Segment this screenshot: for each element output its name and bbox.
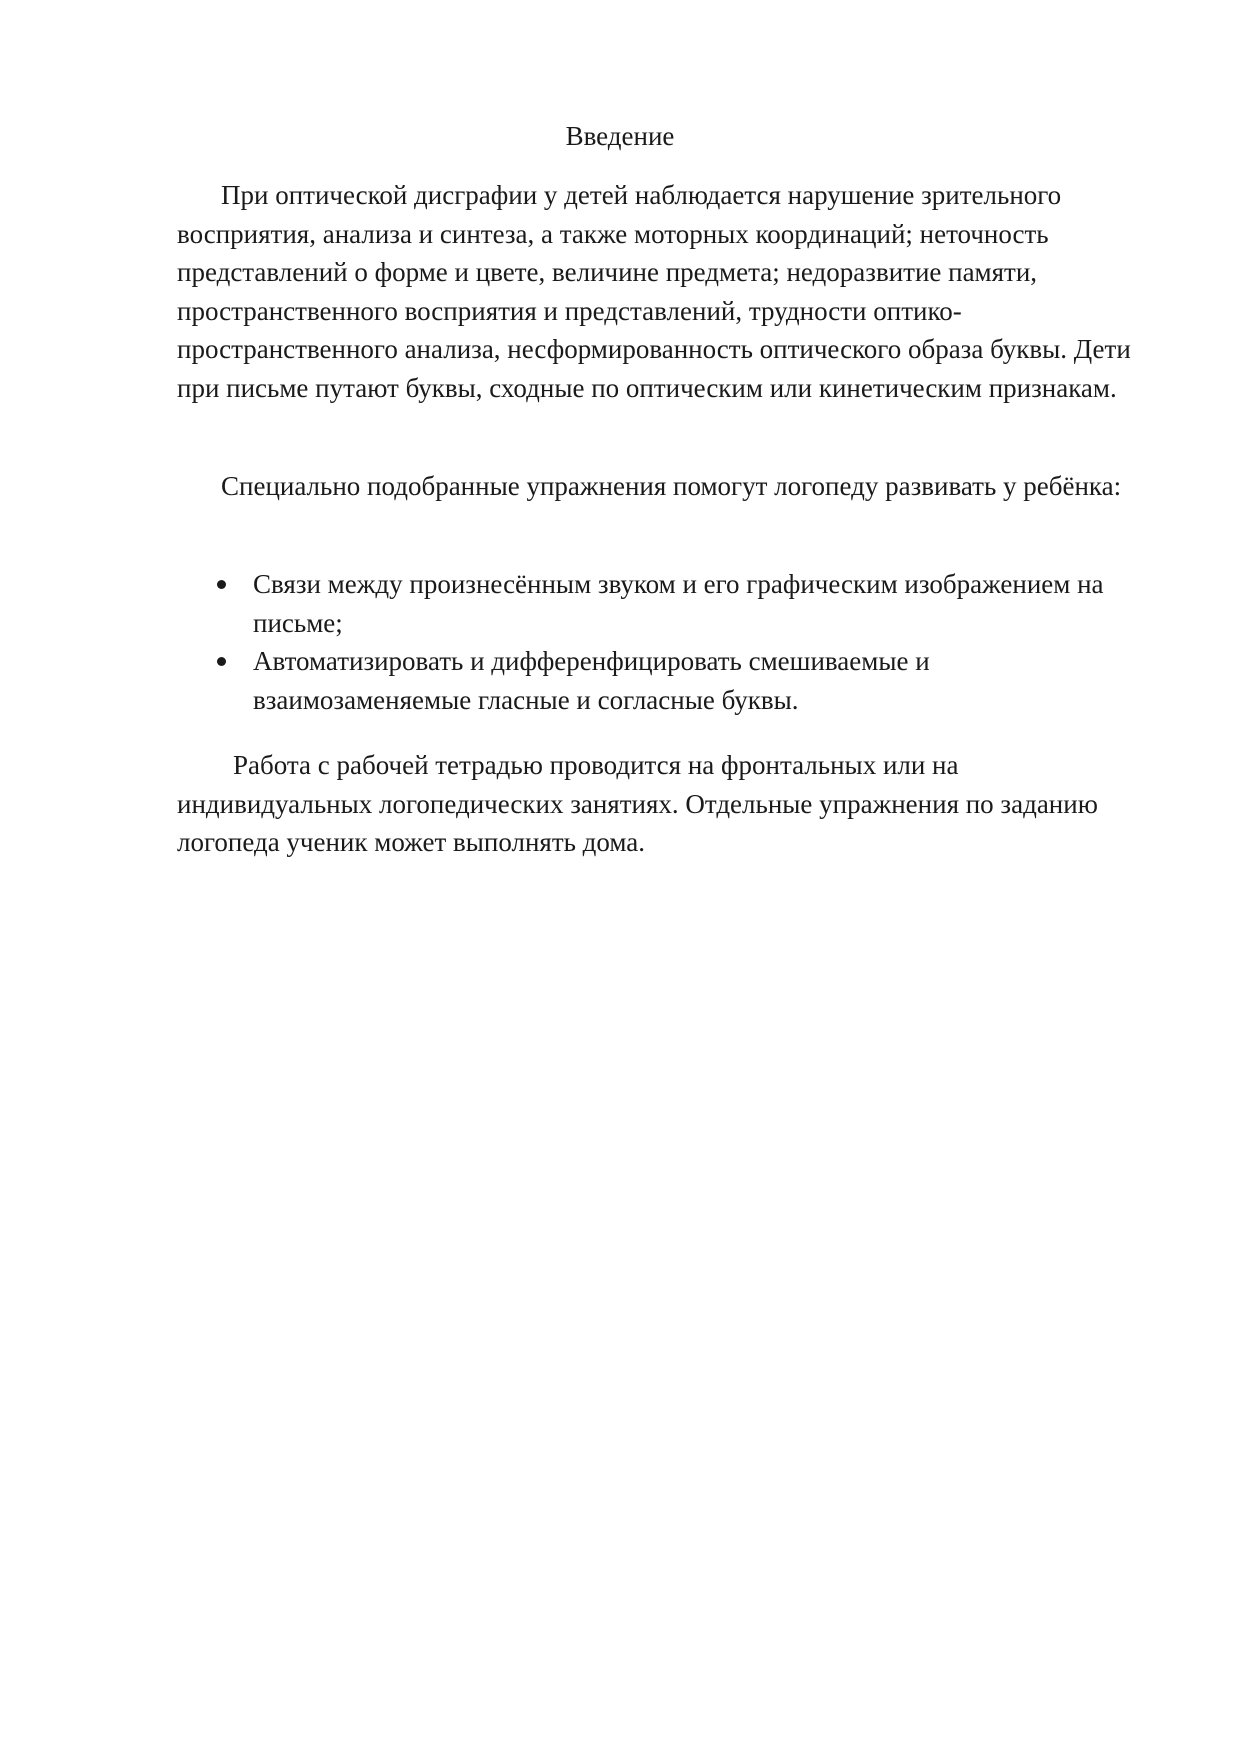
- paragraph-exercises: [177, 467, 1152, 506]
- bullet-item-text: Автоматизировать и дифференфицировать смешиваемые и взаимозаменяемые гласные и согласные буквы.: [253, 646, 930, 715]
- bullet-item-text: Связи между произнесённым звуком и его графическим изображением на письме;: [253, 569, 1104, 638]
- document-title: Введение: [565, 121, 675, 151]
- paragraph-workbook: [177, 746, 1152, 862]
- bullet-list: [177, 565, 1152, 719]
- bullet-item: [177, 565, 1152, 642]
- bullet-item: [177, 642, 1152, 719]
- paragraph-workbook-text: Работа с рабочей тетрадью проводится на фронтальных или на индивидуальных логопедических занятиях. Отдельные упражнения по заданию логопеда ученик может выполнять дома.: [177, 750, 1098, 857]
- paragraph-exercises-text: Специально подобранные упражнения помогут логопеду развивать у ребёнка:: [221, 471, 1122, 501]
- paragraph-intro-text: При оптической дисграфии у детей наблюдается нарушение зрительного восприятия, анализа и синтеза, а также моторных координаций; неточность представлений о форме и цвете, величине предмета; недоразвитие памяти, пространственного восприятия и представлений, трудности оптико-пространственного анализа, несформированность оптического образа буквы. Дети при письме путают буквы, сходные по оптическим или кинетическим признакам.: [177, 180, 1131, 403]
- bullet-dot-icon: [217, 657, 226, 666]
- bullet-dot-icon: [217, 580, 226, 589]
- paragraph-intro: [177, 176, 1152, 407]
